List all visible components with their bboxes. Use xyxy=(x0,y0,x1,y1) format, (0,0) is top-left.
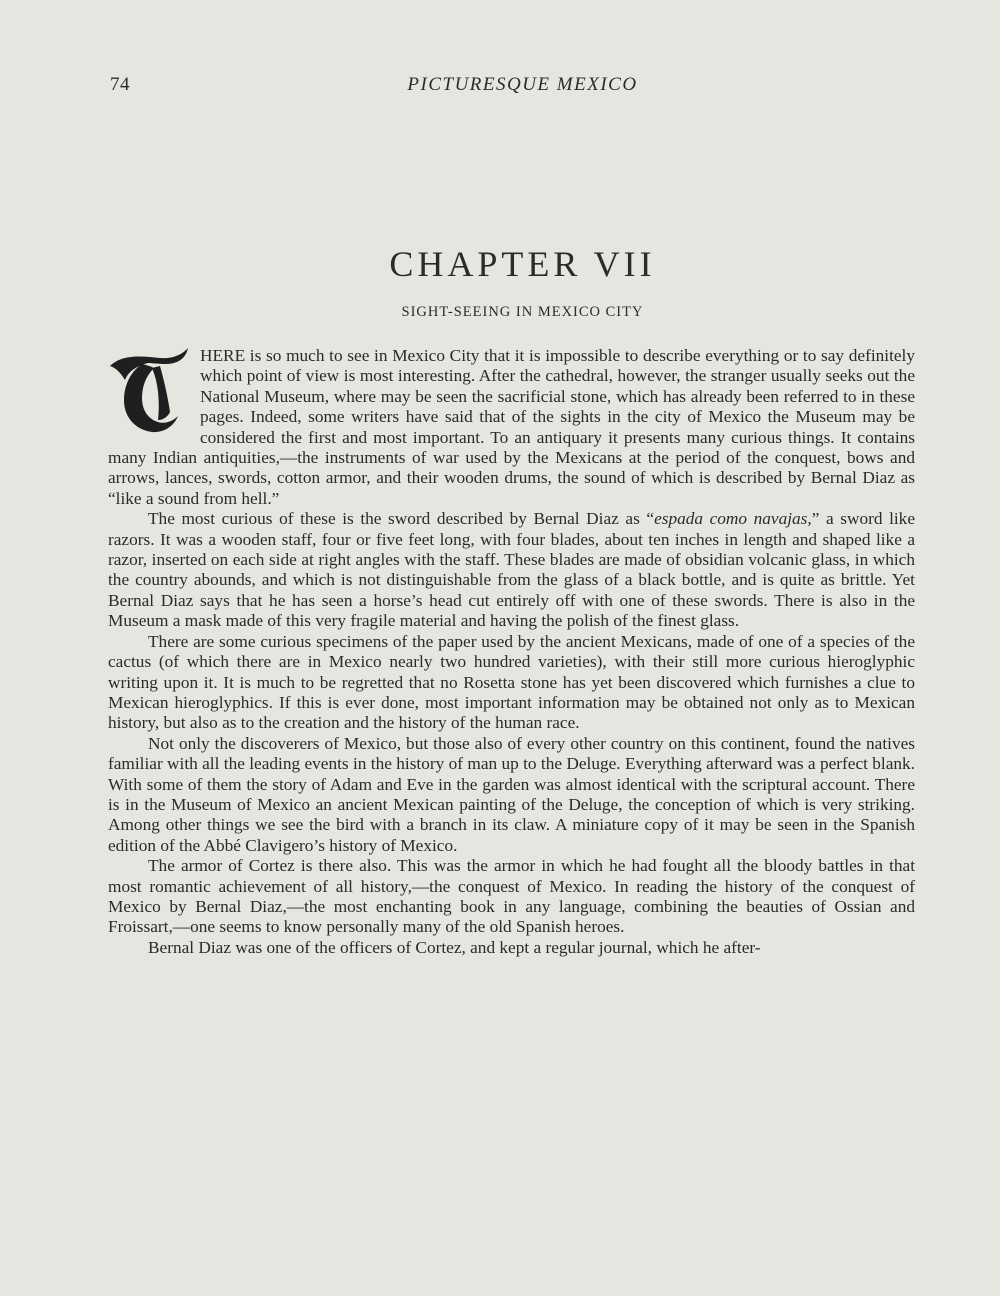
blackletter-t-icon xyxy=(108,346,190,434)
paragraph-1-text: HERE is so much to see in Mexico City that it is impossible to describe everything or to say definitely which point of view is most interesting. After the cathedral, however, the stranger usually seeks out the National Museum, where may be seen the sacrificial stone, which has already been referred to in these pages. Indeed, some writers have said that of the sights in the city of Mexico the Museum may be considered the first and most important. To an antiquary it presents many curious things. It contains many Indian antiquities,—the instruments of war used by the Mexicans at the period of the conquest, bows and arrows, lances, swords, cotton armor, and their wooden drums, the sound of which is described by Bernal Diaz as “like a sound from hell.” xyxy=(108,346,915,508)
dropcap-t xyxy=(108,346,190,434)
page-number: 74 xyxy=(110,74,130,95)
chapter-subtitle: SIGHT-SEEING IN MEXICO CITY xyxy=(401,304,644,320)
paragraph-6: Bernal Diaz was one of the officers of Cortez, and kept a regular journal, which he after- xyxy=(148,937,761,957)
running-head xyxy=(110,74,915,102)
paragraph-5: The armor of Cortez is there also. This was the armor in which he had fought all the bloody battles in that most romantic achievement of all history,—the conquest of Mexico. In reading the history of the conquest of Mexico by Bernal Diaz,—the most enchanting book in any language, combining the beauties of Ossian and Froissart,—one seems to know personally many of the old Spanish heroes. xyxy=(108,856,915,937)
paragraph-2-text-b: ” a sword like razors. It was a wooden staff, four or five feet long, with four blades, about ten inches in length and shaped like a razor, inserted on each side at right angles with the staff. These blades are made of obsidian volcanic glass, in which the country abounds, and which is not distinguishable from the glass of a black bottle, and is quite as brittle. Yet Bernal Diaz says that he has seen a horse’s head cut entirely off with one of these swords. There is also in the Museum a mask made of this very fragile material and having the polish of the finest glass. xyxy=(108,509,915,631)
paragraph-2-text-a: The most curious of these is the sword described by Bernal Diaz as “ xyxy=(148,509,655,529)
chapter-title: CHAPTER VII xyxy=(389,244,656,284)
running-title: PICTURESQUE MEXICO xyxy=(407,74,638,95)
paragraph-1 xyxy=(108,346,915,509)
paragraph-4: Not only the discoverers of Mexico, but those also of every other country on this continent, found the natives familiar with all the leading events in the history of man up to the Deluge. Everything afterward was a perfect blank. With some of them the story of Adam and Eve in the garden was almost identical with the scriptural account. There is in the Museum of Mexico an ancient Mexican painting of the Deluge, the conception of which is very striking. Among other things we see the bird with a branch in its claw. A miniature copy of it may be seen in the Spanish edition of the Abbé Clavigero’s history of Mexico. xyxy=(108,733,915,855)
paragraph-2 xyxy=(108,509,915,631)
paragraph-2-italic: espada como navajas, xyxy=(654,509,812,529)
paragraph-3: There are some curious specimens of the paper used by the ancient Mexicans, made of one of a species of the cactus (of which there are in Mexico nearly two hundred varieties), with their still more curious hieroglyphic writing upon it. It is much to be regretted that no Rosetta stone has yet been discovered which furnishes a clue to Mexican hieroglyphics. If this is ever done, most important information may be obtained not only as to Mexican history, but also as to the creation and the history of the human race. xyxy=(108,631,915,733)
body-text xyxy=(108,346,915,958)
